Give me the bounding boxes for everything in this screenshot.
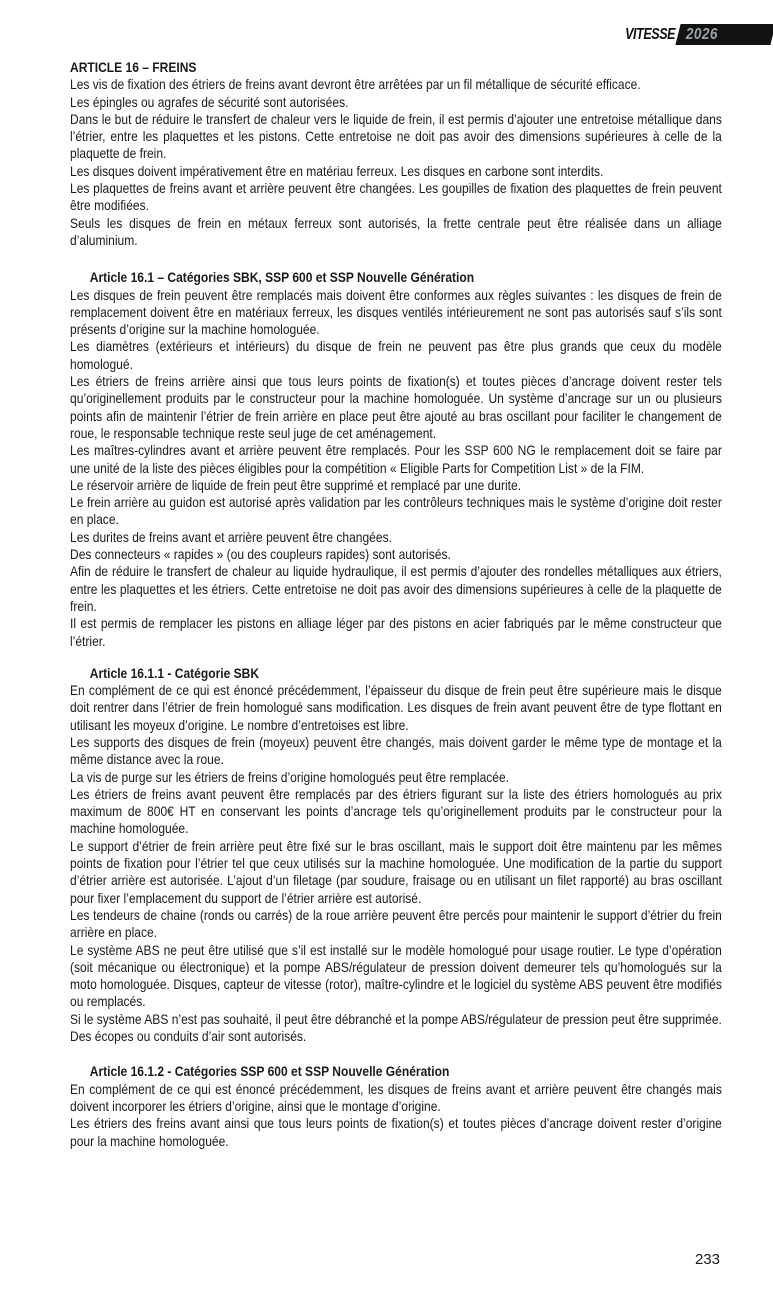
- paragraph: En complément de ce qui est énoncé précédemment, les disques de freins avant et arrière peuvent être changés mais doivent incorporer les étriers d’origine, ainsi que le montage d’origine.: [70, 1080, 722, 1114]
- section-heading-article-16-1-2: Article 16.1.2 - Catégories SSP 600 et SSP Nouvelle Génération: [89, 1063, 450, 1080]
- paragraph: Les étriers de freins arrière ainsi que tous leurs points de fixation(s) et toutes pièces d’ancrage doivent rester tels qu’originellement produits par le constructeur pour la machine homologuée. Un système d’ancrage sur un ou plusieurs points afin de maintenir l’étrier de frein arrière en place peut être ajouté au bras oscillant pour faciliter le changement de roue, le responsable technique reste seul juge de cet aménagement.: [70, 373, 722, 441]
- paragraph: Des connecteurs « rapides » (ou des coupleurs rapides) sont autorisés.: [70, 546, 451, 563]
- paragraph: Les durites de freins avant et arrière peuvent être changées.: [70, 528, 392, 545]
- section-heading-article-16-1: Article 16.1 – Catégories SBK, SSP 600 et SSP Nouvelle Génération: [89, 269, 475, 286]
- paragraph: Dans le but de réduire le transfert de chaleur vers le liquide de frein, il est permis d’ajouter une entretoise métallique dans l’étrier, entre les plaquettes et les pistons. Cette entretoise ne doit pas avoir des dimensions supérieures à celle de la plaquette de frein.: [70, 110, 722, 162]
- paragraph: Les étriers des freins avant ainsi que tous leurs points de fixation(s) et toutes pièces d’ancrage doivent rester d’origine pour la machine homologuée.: [70, 1115, 722, 1149]
- paragraph: Les maîtres-cylindres avant et arrière peuvent être remplacés. Pour les SSP 600 NG le remplacement doit se faire par une unité de la liste des pièces éligibles pour la compétition « Eligible Parts for Competition List » de la FIM.: [70, 442, 722, 476]
- paragraph: En complément de ce qui est énoncé précédemment, l’épaisseur du disque de frein peut être supérieure mais le disque doit rentrer dans l’étrier de frein homologué sans modification. Les disques de frein avant peuvent être de type flottant en utilisant les moyeux d’origine. Le nombre d’entretoises est libre.: [70, 682, 722, 733]
- paragraph: Les plaquettes de freins avant et arrière peuvent être changées. Les goupilles de fixation des plaquettes de frein peuvent être modifiées.: [70, 180, 722, 214]
- paragraph: Les vis de fixation des étriers de freins avant devront être arrêtées par un fil métallique de sécurité efficace.: [70, 76, 641, 93]
- section-heading-article-16-1-1: Article 16.1.1 - Catégorie SBK: [89, 664, 260, 681]
- paragraph: Les supports des disques de frein (moyeux) peuvent être changés, mais doivent garder le même type de montage et la même distance avec la roue.: [70, 733, 722, 768]
- paragraph: Des écopes ou conduits d’air sont autorisés.: [70, 1028, 307, 1045]
- paragraph: Les disques de frein peuvent être remplacés mais doivent être conformes aux règles suivantes : les disques de frein de remplacement doivent être en matériaux ferreux, les disques ventilés intérieurement ne sont pas autorisés sauf s’ils sont présents d’origine sur la machine homologuée.: [70, 286, 722, 338]
- paragraph: Afin de réduire le transfert de chaleur au liquide hydraulique, il est permis d’ajouter des rondelles métalliques aux étriers, entre les plaquettes et les étriers. Cette entretoise ne doit pas avoir des dimensions supérieures à celle de la plaquette de frein.: [70, 563, 722, 614]
- document-content: [70, 59, 773, 1150]
- paragraph: Le système ABS ne peut être utilisé que s’il est installé sur le modèle homologué pour usage routier. Le type d’opération (soit mécanique ou électronique) et la pompe ABS/régulateur de pression doivent demeurer tels qu’homologués sur la moto homologuée. Disques, capteur de vitesse (rotor), maître-cylindre et le logiciel du système ABS peuvent être modifiés ou remplacés.: [70, 941, 722, 1010]
- paragraph: Le support d’étrier de frein arrière peut être fixé sur le bras oscillant, mais le support doit être maintenu par les mêmes points de fixation pour l’étrier tel que ceux utilisés sur la machine homologuée. Une modification de la partie du support d’étrier arrière est autorisée. L’ajout d’un filetage (par soudure, fraisage ou en utilisant un filet rapporté) au bras oscillant pour fixer l’emplacement du support de l’étrier arrière est autorisé.: [70, 837, 722, 906]
- logo-brand-text: VITESSE: [625, 25, 675, 43]
- text-column: [70, 59, 722, 1150]
- page-number: 233: [694, 1251, 720, 1268]
- logo-year-text: 2026: [686, 25, 718, 43]
- vitesse-2026-logo: [611, 24, 773, 45]
- paragraph: Les disques doivent impérativement être en matériau ferreux. Les disques en carbone sont interdits.: [70, 162, 604, 179]
- paragraph: Les étriers de freins avant peuvent être remplacés par des étriers figurant sur la liste des étriers homologués au prix maximum de 800€ HT en conservant les points d’ancrage tels qu’originellement produits par le constructeur pour la machine homologuée.: [70, 785, 722, 837]
- paragraph: La vis de purge sur les étriers de freins d’origine homologués peut être remplacée.: [70, 768, 510, 785]
- logo-year-box: [675, 24, 773, 45]
- paragraph: Le frein arrière au guidon est autorisé après validation par les contrôleurs techniques mais le système d’origine doit rester en place.: [70, 494, 722, 528]
- section-heading-article-16: ARTICLE 16 – FREINS: [70, 59, 197, 75]
- paragraph: Si le système ABS n’est pas souhaité, il peut être débranché et la pompe ABS/régulateur de pression peut être supprimée.: [70, 1010, 722, 1027]
- paragraph: Les tendeurs de chaine (ronds ou carrés) de la roue arrière peuvent être percés pour maintenir le support d’étrier du frein arrière en place.: [70, 906, 722, 941]
- paragraph: Il est permis de remplacer les pistons en alliage léger par des pistons en acier fabriqués par le même constructeur que l’étrier.: [70, 615, 722, 649]
- paragraph: Le réservoir arrière de liquide de frein peut être supprimé et remplacé par une durite.: [70, 476, 522, 493]
- paragraph: Les épingles ou agrafes de sécurité sont autorisées.: [70, 93, 349, 110]
- paragraph: Les diamètres (extérieurs et intérieurs) du disque de frein ne peuvent pas être plus grands que ceux du modèle homologué.: [70, 338, 722, 372]
- paragraph: Seuls les disques de frein en métaux ferreux sont autorisés, la frette centrale peut être réalisée dans un alliage d’aluminium.: [70, 214, 722, 248]
